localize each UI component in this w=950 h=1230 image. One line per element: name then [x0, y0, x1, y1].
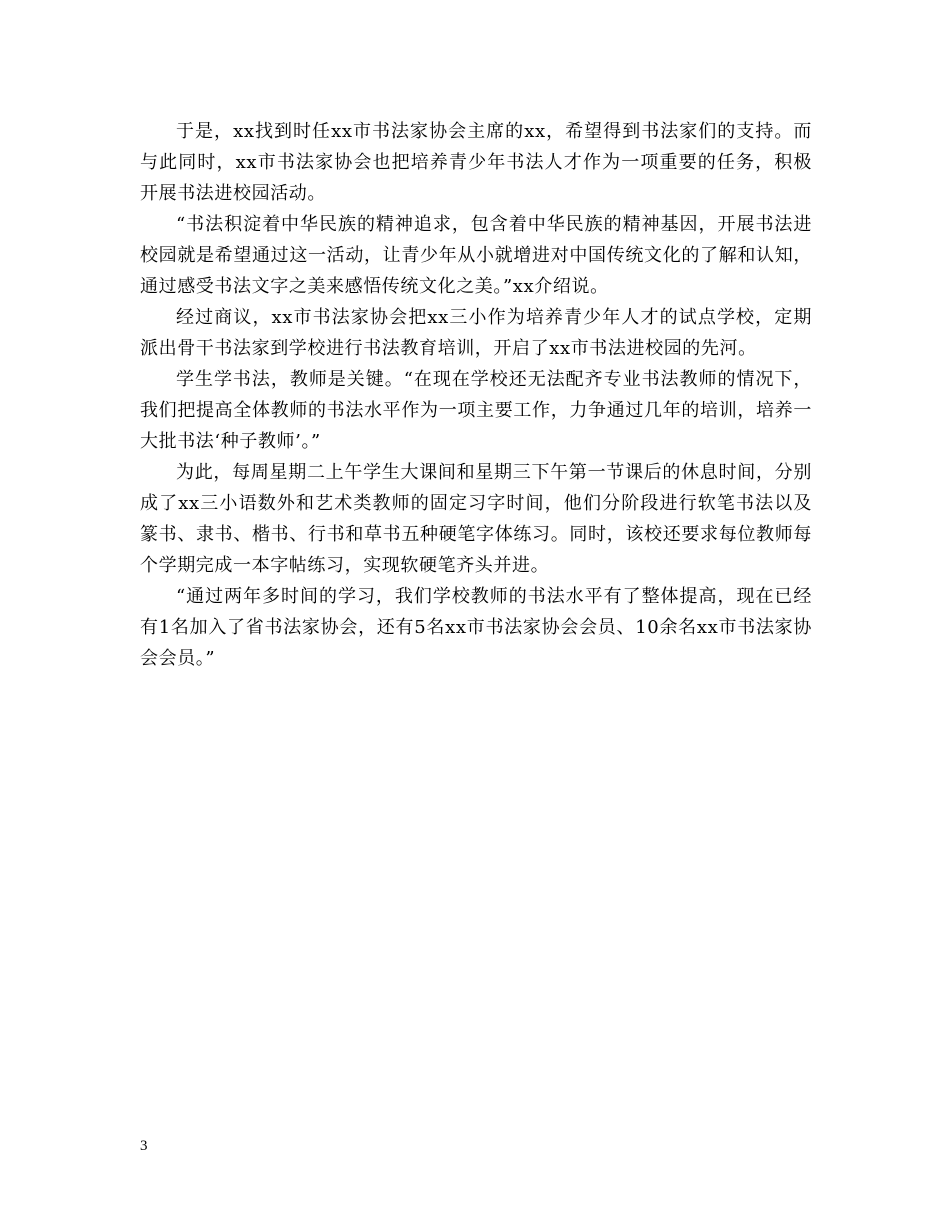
paragraph-5: 为此，每周星期二上午学生大课间和星期三下午第一节课后的休息时间，分别成了xx三小语数外和艺术类教师的固定习字时间，他们分阶段进行软笔书法以及篆书、隶书、楷书、行书和草书五种硬笔字体练习。同时，该校还要求每位教师每个学期完成一本字帖练习，实现软硬笔齐头并进。 [140, 462, 812, 576]
paragraph-2: “书法积淀着中华民族的精神追求，包含着中华民族的精神基因，开展书法进校园就是希望通过这一活动，让青少年从小就增进对中国传统文化的了解和认知，通过感受书法文字之美来感悟传统文化之美。”xx介绍说。 [140, 214, 812, 297]
paragraph-1: 于是，xx找到时任xx市书法家协会主席的xx，希望得到书法家们的支持。而与此同时，xx市书法家协会也把培养青少年书法人才作为一项重要的任务，积极开展书法进校园活动。 [140, 121, 812, 204]
page-number: 3 [140, 1138, 148, 1154]
document-body [140, 116, 812, 674]
paragraph-4: 学生学书法，教师是关键。“在现在学校还无法配齐专业书法教师的情况下，我们把提高全体教师的书法水平作为一项主要工作，力争通过几年的培训，培养一大批书法‘种子教师’。” [140, 369, 812, 452]
paragraph-6: “通过两年多时间的学习，我们学校教师的书法水平有了整体提高，现在已经有1名加入了省书法家协会，还有5名xx市书法家协会会员、10余名xx市书法家协会会员。” [140, 586, 812, 669]
paragraph-3: 经过商议，xx市书法家协会把xx三小作为培养青少年人才的试点学校，定期派出骨干书法家到学校进行书法教育培训，开启了xx市书法进校园的先河。 [140, 307, 812, 359]
